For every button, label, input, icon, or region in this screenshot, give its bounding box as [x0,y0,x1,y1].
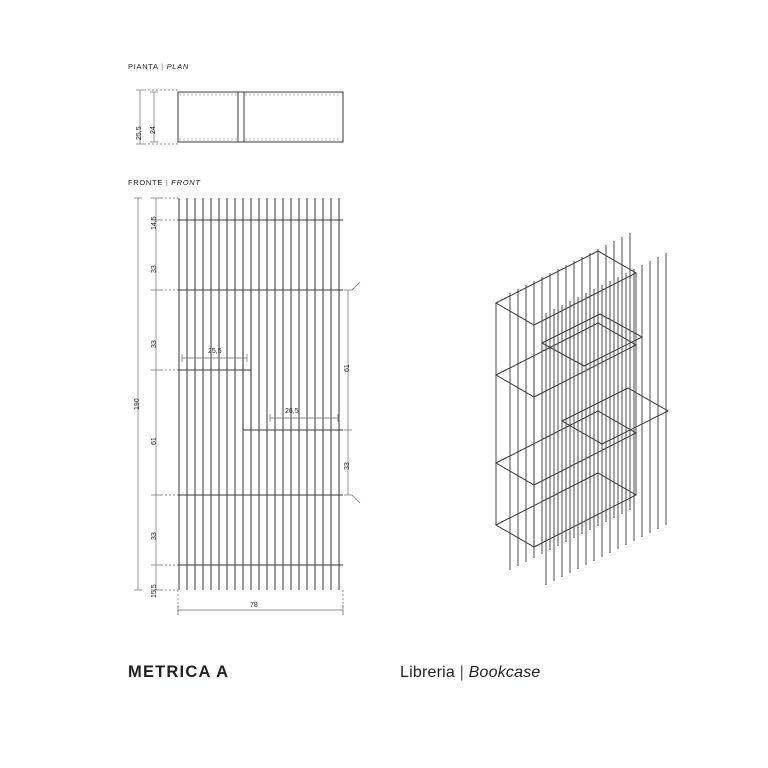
product-type-en: Bookcase [468,664,541,681]
product-type [400,664,541,682]
front-caption-sep: | [165,178,169,187]
plan-depth-inner-label: 24 [150,126,157,134]
front-total-height-label: 190 [134,398,141,410]
product-type-sep: | [459,664,464,681]
front-shelf-3-label: 33 [151,532,158,540]
plan-caption-en: PLAN [166,62,189,71]
plan-drawing [120,82,380,172]
plan-caption-it: PIANTA [128,62,159,71]
front-shelf-2-label: 33 [151,340,158,348]
front-caption-en: FRONT [171,178,201,187]
inner-right-61-label: 61 [344,364,351,372]
product-type-it: Libreria [400,664,455,681]
inner-right-33-label: 33 [344,462,351,470]
plan-caption [128,62,189,71]
perspective-drawing [450,185,710,605]
front-caption [128,178,201,187]
front-bottom-gap-label: 15,5 [151,584,158,598]
front-shelf-1-label: 33 [151,265,158,273]
front-open-61-label: 61 [151,437,158,445]
inner-small-width-label: 25,5 [208,348,222,355]
front-width-label: 78 [250,602,258,609]
inner-mid-width-label: 26,5 [285,408,299,415]
front-drawing [120,190,380,630]
plan-caption-sep: | [161,62,164,71]
page-title: METRICA A [128,663,230,681]
front-caption-it: FRONTE [128,178,164,187]
front-top-gap-label: 14,5 [151,216,158,230]
plan-depth-outer-label: 25,5 [136,126,143,140]
